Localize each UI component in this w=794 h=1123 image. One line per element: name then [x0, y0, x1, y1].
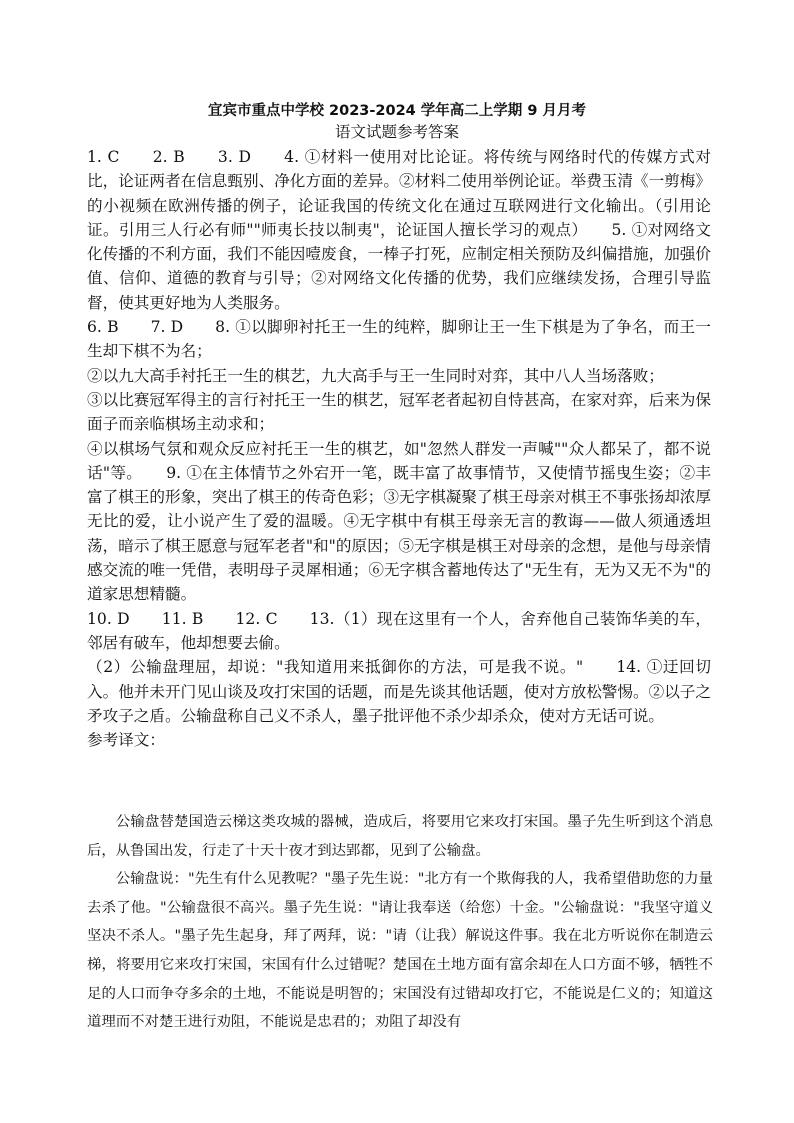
translation-heading: 参考译文：	[87, 731, 165, 750]
answer-paragraph-3: ②以九大高手衬托王一生的棋艺，九大高手与王一生同时对弈，其中八人当场落败；	[87, 366, 664, 385]
document-subtitle: 语文试题参考答案	[334, 123, 459, 141]
translation-section	[87, 808, 713, 1037]
translation-paragraph-1: 公输盘替楚国造云梯这类攻城的器械，造成后，将要用它来攻打宋国。墨子先生听到这个消息后，从鲁国出发，行走了十天十夜才到达郢都，见到了公输盘。	[87, 814, 713, 859]
translation-paragraph-2: 公输盘说："先生有什么见教呢？"墨子先生说："北方有一个欺侮我的人，我希望借助您的力量去杀了他。"公输盘很不高兴。墨子先生说："请让我奉送（给您）十金。"公输盘说："我坚守道义坚决不杀人。"墨子先生起身，拜了两拜，说："请（让我）解说这件事。我在北方听说你在制造云梯，将要用它来攻打宋国，宋国有什么过错呢？楚国在土地方面有富余却在人口方面不够，牺牲不足的人口而争夺多余的土地，不能说是明智的；宋国没有过错却攻打它，不能说是仁义的；知道这道理而不对楚王进行劝阻，不能说是忠君的；劝阻了却没有	[87, 871, 713, 1031]
answer-paragraph-5: ④以棋场气氛和观众反应衬托王一生的棋艺，如"忽然人群发一声喊""众人都呆了，都不说话"等。 9. ①在主体情节之外宕开一笔，既丰富了故事情节，又使情节摇曳生姿；②丰富了棋王的形象，突出了棋王的传奇色彩；③无字棋凝聚了棋王母亲对棋王不事张扬却浓厚无比的爱，让小说产生了爱的温暖。④无字棋中有棋王母亲无言的教诲——做人须通透坦荡，暗示了棋王愿意与冠军老者"和"的原因；⑤无字棋是棋王对母亲的念想，是他与母亲情感交流的唯一凭借，表明母子灵犀相通；⑥无字棋含蓄地传达了"无生有，无为又无不为"的道家思想精髓。	[87, 439, 711, 604]
answer-section	[87, 145, 711, 752]
answer-paragraph-6: 10. D 11. B 12. C 13.（1）现在这里有一个人，舍弃他自己装饰华美的车，邻居有破车，他却想要去偷。	[87, 609, 711, 652]
answer-paragraph-4: ③以比赛冠军得主的言行衬托王一生的棋艺，冠军老者起初自恃甚高，在家对弈，后来为保面子而亲临棋场主动求和；	[87, 390, 711, 434]
answer-paragraph-7: （2）公输盘理屈，却说："我知道用来抵御你的方法，可是我不说。" 14. ①迂回切入。他并未开门见山谈及攻打宋国的话题，而是先谈其他话题，使对方放松警惕。②以子之矛攻子之盾。公输盘称自己义不杀人，墨子批评他不杀少却杀众，使对方无话可说。	[87, 658, 711, 725]
answer-paragraph-2: 6. B 7. D 8. ①以脚卵衬托王一生的纯粹，脚卵让王一生下棋是为了争名，而王一生却下棋不为名；	[87, 318, 711, 361]
document-title: 宜宾市重点中学校 2023-2024 学年高二上学期 9 月月考	[207, 103, 586, 119]
answer-paragraph-1: 1. C 2. B 3. D 4. ①材料一使用对比论证。将传统与网络时代的传媒方式对比，论证两者在信息甄别、净化方面的差异。②材料二使用举例论证。举费玉清《一剪梅》的小视频在欧洲传播的例子，论证我国的传统文化在通过互联网进行文化输出。（引用论证。引用三人行必有师""师夷长技以制夷"，论证国人擅长学习的观点） 5. ①对网络文化传播的不利方面，我们不能因噎废食，一棒子打死，应制定相关预防及纠偏措施，加强价值、信仰、道德的教育与引导；②对网络文化传播的优势，我们应继续发扬，合理引导监督，使其更好地为人类服务。	[87, 148, 711, 312]
